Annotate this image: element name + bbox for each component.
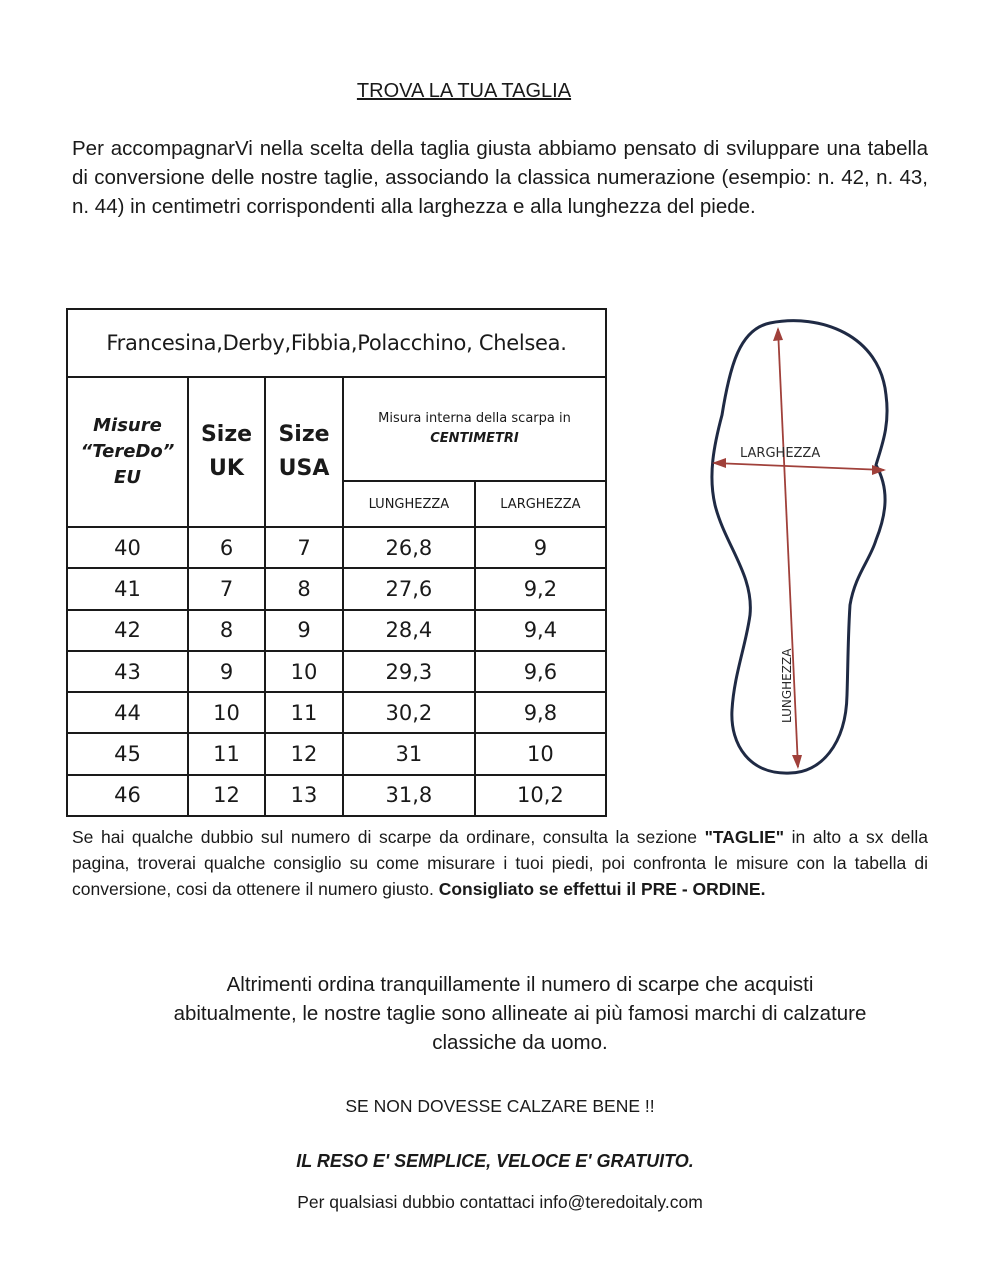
- cell-width: 10: [475, 733, 606, 774]
- table-row: [67, 651, 606, 692]
- cell-length: 31: [343, 733, 475, 774]
- intro-paragraph: Per accompagnarVi nella scelta della taglia giusta abbiamo pensato di sviluppare una tabella di conversione delle nostre taglie, associando la classica numerazione (esempio: n. 42, n. 43, n. 44) in centimetri corrispondenti alla larghezza e alla lunghezza del piede.: [72, 137, 928, 218]
- cell-eu: 43: [67, 651, 188, 692]
- table-body: [67, 527, 606, 816]
- cell-uk: 8: [188, 610, 265, 651]
- cell-length: 27,6: [343, 568, 475, 609]
- header-usa-size: Size USA: [265, 377, 343, 527]
- cell-length: 29,3: [343, 651, 475, 692]
- cell-eu: 46: [67, 775, 188, 816]
- width-label: LARGHEZZA: [740, 446, 821, 461]
- foot-measure-diagram: [700, 315, 900, 785]
- cell-uk: 7: [188, 568, 265, 609]
- size-conversion-table: [66, 308, 607, 817]
- cell-width: 9,4: [475, 610, 606, 651]
- cell-length: 28,4: [343, 610, 475, 651]
- table-row: [67, 527, 606, 568]
- header-length: LUNGHEZZA: [343, 481, 475, 527]
- cell-width: 9: [475, 527, 606, 568]
- cell-eu: 44: [67, 692, 188, 733]
- cell-length: 26,8: [343, 527, 475, 568]
- contact-line: Per qualsiasi dubbio contattaci info@teredoitaly.com: [297, 1192, 703, 1212]
- cell-usa: 11: [265, 692, 343, 733]
- length-arrow-head-top: [773, 327, 783, 341]
- cell-length: 30,2: [343, 692, 475, 733]
- foot-outline: [712, 321, 887, 773]
- cell-eu: 42: [67, 610, 188, 651]
- table-row: [67, 692, 606, 733]
- cell-width: 9,6: [475, 651, 606, 692]
- cell-eu: 40: [67, 527, 188, 568]
- table-row: [67, 775, 606, 816]
- header-uk-size: Size UK: [188, 377, 265, 527]
- table-caption: Francesina,Derby,Fibbia,Polacchino, Chelsea.: [67, 309, 606, 377]
- cell-width: 9,2: [475, 568, 606, 609]
- header-width: LARGHEZZA: [475, 481, 606, 527]
- length-arrow-head-bottom: [792, 755, 802, 769]
- length-label: LUNGHEZZA: [780, 648, 794, 723]
- cell-uk: 6: [188, 527, 265, 568]
- cell-usa: 12: [265, 733, 343, 774]
- page-title: TROVA LA TUA TAGLIA: [356, 80, 572, 102]
- fit-warning: SE NON DOVESSE CALZARE BENE !!: [345, 1096, 655, 1116]
- width-arrow: [714, 463, 884, 470]
- cell-uk: 9: [188, 651, 265, 692]
- cell-width: 10,2: [475, 775, 606, 816]
- table-row: [67, 610, 606, 651]
- header-eu-size: Misure “TereDo” EU: [67, 377, 188, 527]
- cell-usa: 7: [265, 527, 343, 568]
- table-row: [67, 733, 606, 774]
- otherwise-paragraph: Altrimenti ordina tranquillamente il numero di scarpe che acquisti abitualmente, le nostre taglie sono allineate ai più famosi marchi di calzature classiche da uomo.: [173, 973, 867, 1054]
- cell-eu: 41: [67, 568, 188, 609]
- cell-usa: 13: [265, 775, 343, 816]
- table-row: [67, 568, 606, 609]
- return-policy: IL RESO E' SEMPLICE, VELOCE E' GRATUITO.: [296, 1151, 694, 1171]
- cell-uk: 11: [188, 733, 265, 774]
- cell-usa: 10: [265, 651, 343, 692]
- header-internal-measure: Misura interna della scarpa in CENTIMETRI: [343, 377, 606, 481]
- cell-usa: 9: [265, 610, 343, 651]
- cell-uk: 12: [188, 775, 265, 816]
- cell-width: 9,8: [475, 692, 606, 733]
- advice-paragraph: Se hai qualche dubbio sul numero di scarpe da ordinare, consulta la sezione "TAGLIE" in alto a sx della pagina, troverai qualche consiglio su come misurare i tuoi piedi, poi confronta le misure con la tabella di conversione, cosi da ottenere il numero giusto. Consigliato se effettui il PRE - ORDINE.: [72, 827, 928, 899]
- cell-eu: 45: [67, 733, 188, 774]
- cell-length: 31,8: [343, 775, 475, 816]
- cell-uk: 10: [188, 692, 265, 733]
- cell-usa: 8: [265, 568, 343, 609]
